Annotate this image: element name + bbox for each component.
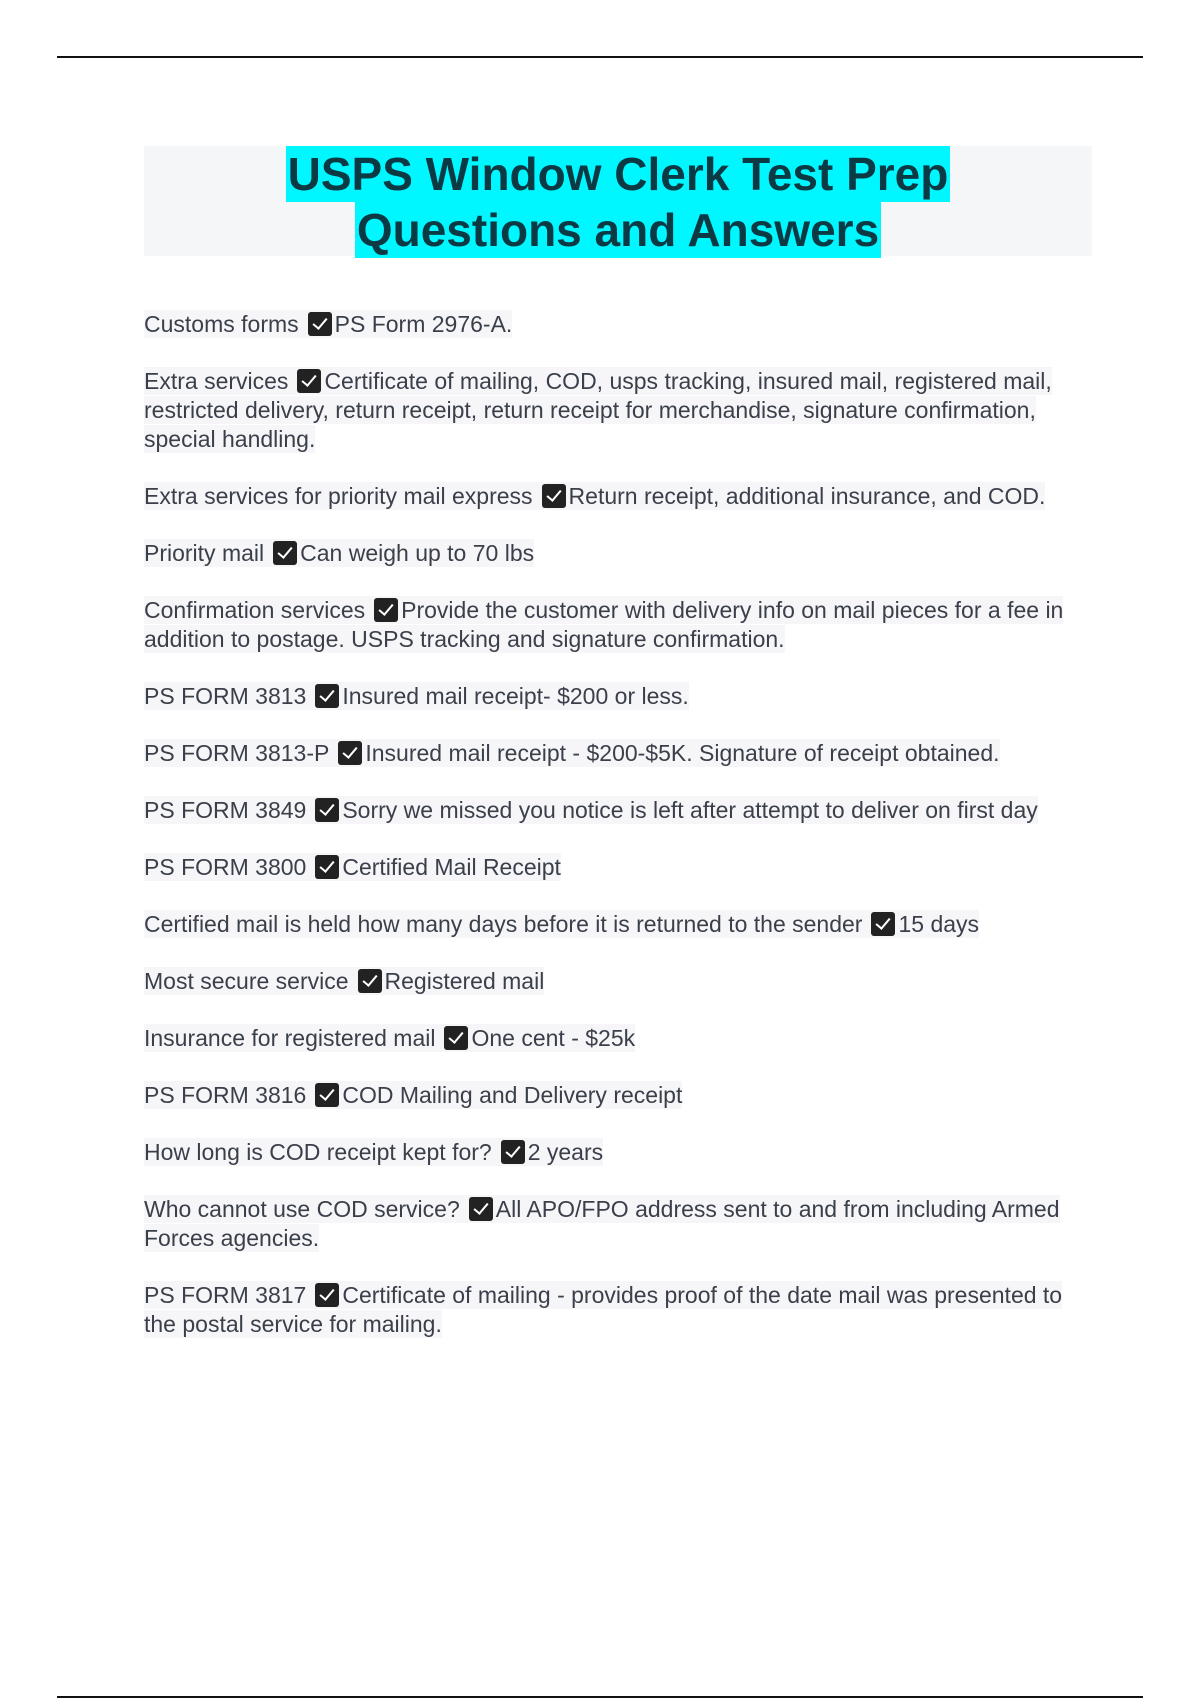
qa-item bbox=[144, 853, 1094, 882]
question-text: Insurance for registered mail bbox=[144, 1025, 436, 1051]
check-box-icon bbox=[273, 541, 297, 565]
bottom-rule bbox=[57, 1696, 1143, 1698]
check-box-icon bbox=[469, 1197, 493, 1221]
question-text: PS FORM 3816 bbox=[144, 1082, 307, 1108]
qa-item bbox=[144, 539, 1094, 568]
check-box-icon bbox=[315, 1283, 339, 1307]
question-text: Extra services bbox=[144, 368, 289, 394]
qa-item bbox=[144, 367, 1094, 454]
qa-item bbox=[144, 739, 1094, 768]
question-text: Extra services for priority mail express bbox=[144, 483, 533, 509]
check-box-icon bbox=[871, 912, 895, 936]
check-box-icon bbox=[338, 741, 362, 765]
qa-item bbox=[144, 1281, 1094, 1339]
answer-text: Certificate of mailing - provides proof of the date mail was presented to the postal service for mailing. bbox=[144, 1282, 1063, 1337]
question-text: Who cannot use COD service? bbox=[144, 1196, 460, 1222]
answer-text: Sorry we missed you notice is left after attempt to deliver on first day bbox=[342, 797, 1038, 823]
question-text: PS FORM 3849 bbox=[144, 797, 307, 823]
answer-text: Provide the customer with delivery info on mail pieces for a fee in addition to postage. USPS tracking and signature confirmation. bbox=[144, 597, 1064, 652]
check-box-icon bbox=[315, 1083, 339, 1107]
question-text: PS FORM 3817 bbox=[144, 1282, 307, 1308]
answer-text: Can weigh up to 70 lbs bbox=[300, 540, 535, 566]
qa-item bbox=[144, 596, 1094, 654]
check-box-icon bbox=[542, 484, 566, 508]
answer-text: One cent - $25k bbox=[471, 1025, 636, 1051]
check-box-icon bbox=[444, 1026, 468, 1050]
question-text: How long is COD receipt kept for? bbox=[144, 1139, 492, 1165]
check-box-icon bbox=[308, 312, 332, 336]
check-box-icon bbox=[501, 1140, 525, 1164]
page-title-line-2: Questions and Answers bbox=[356, 204, 880, 256]
check-box-icon bbox=[315, 798, 339, 822]
answer-text: PS Form 2976-A. bbox=[334, 311, 513, 337]
answer-text: 2 years bbox=[527, 1139, 604, 1165]
answer-text: Return receipt, additional insurance, and COD. bbox=[568, 483, 1046, 509]
check-box-icon bbox=[358, 969, 382, 993]
qa-item bbox=[144, 796, 1094, 825]
qa-item bbox=[144, 1024, 1094, 1053]
answer-text: COD Mailing and Delivery receipt bbox=[342, 1082, 683, 1108]
title-banner bbox=[144, 146, 1092, 256]
question-text: Certified mail is held how many days before it is returned to the sender bbox=[144, 911, 863, 937]
question-text: PS FORM 3813-P bbox=[144, 740, 330, 766]
qa-item bbox=[144, 310, 1094, 339]
question-text: PS FORM 3800 bbox=[144, 854, 307, 880]
qa-item bbox=[144, 910, 1094, 939]
qa-item bbox=[144, 1195, 1094, 1253]
question-text: Customs forms bbox=[144, 311, 299, 337]
question-text: Confirmation services bbox=[144, 597, 366, 623]
question-text: PS FORM 3813 bbox=[144, 683, 307, 709]
qa-item bbox=[144, 967, 1094, 996]
qa-item bbox=[144, 1138, 1094, 1167]
answer-text: 15 days bbox=[898, 911, 980, 937]
answer-text: Insured mail receipt - $200-$5K. Signature of receipt obtained. bbox=[365, 740, 1000, 766]
question-text: Priority mail bbox=[144, 540, 265, 566]
qa-item bbox=[144, 482, 1094, 511]
check-box-icon bbox=[315, 855, 339, 879]
answer-text: Certified Mail Receipt bbox=[342, 854, 561, 880]
qa-item bbox=[144, 1081, 1094, 1110]
answer-text: All APO/FPO address sent to and from including Armed Forces agencies. bbox=[144, 1196, 1060, 1251]
question-text: Most secure service bbox=[144, 968, 349, 994]
page-title-line-1: USPS Window Clerk Test Prep bbox=[287, 148, 949, 200]
check-box-icon bbox=[315, 684, 339, 708]
check-box-icon bbox=[374, 598, 398, 622]
top-rule bbox=[57, 56, 1143, 58]
check-box-icon bbox=[297, 369, 321, 393]
answer-text: Certificate of mailing, COD, usps tracking, insured mail, registered mail, restricted delivery, return receipt, return receipt for merchandise, signature confirmation, special handling. bbox=[144, 368, 1052, 452]
qa-item bbox=[144, 682, 1094, 711]
answer-text: Insured mail receipt- $200 or less. bbox=[342, 683, 689, 709]
answer-text: Registered mail bbox=[384, 968, 545, 994]
